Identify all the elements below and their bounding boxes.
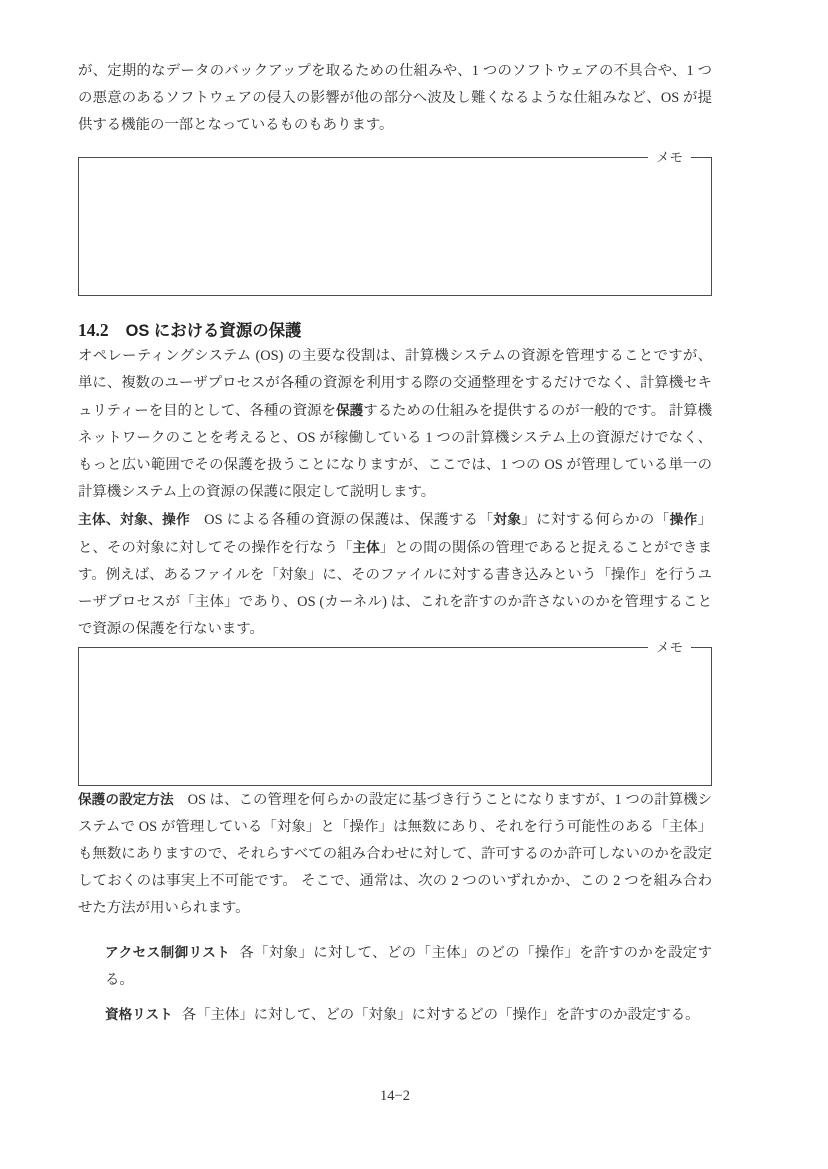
text-segment: 各「対象」に対して、どの「主体」のどの「操作」を許すのかを設定する。 [105,945,712,988]
page-number: 14−2 [380,1088,410,1104]
section-number: 14.2 [78,320,109,340]
text-segment: するための仕組みを提供するのが一般的です。 計算機ネットワークのことを考えると、OS が稼働している 1 つの計算機システム上の資源だけでなく、もっと広い範囲でその保護を扱うことになりますが、ここでは、1 つの OS が管理している単一の計算機システム上の資源の保護に限定して説明します。 [78,403,713,500]
section-title: OS における資源の保護 [125,322,302,340]
bold-term-operation: 操作 [669,512,698,527]
text-segment: 」と、その対象に対してその操作を行なう「 [78,512,713,556]
text-segment: オペレーティングシステム (OS) の主要な役割は、計算機システムの資源を管理することですが、単に、複数のユーザプロセスが各種の資源を利用する際の交通整理をするだけでなく、計算機セキュリティーを目的として、各種の資源を [78,348,712,419]
term-capability-list: 資格リスト [105,1007,173,1022]
bold-term-subject: 主体 [352,540,380,555]
list-item-access-control-list [105,939,712,994]
term-access-control-list: アクセス制御リスト [105,945,231,960]
memo-box-2 [78,640,712,786]
text-segment: 各「主体」に対して、どの「対象」に対するどの「操作」を許すのか設定する。 [181,1007,700,1023]
section-heading [78,318,712,343]
text-segment: 」に対する何らかの「 [521,512,670,528]
text-segment: 」との間の関係の管理であると捉えることができます。例えば、あるファイルを「対象」に、そのファイルに対する書き込みという「操作」を行うユーザプロセスが「主体」であり、OS (カーネル) は、これを許すのか許さないのかを管理することで資源の保護を行ないます。 [78,540,712,637]
paragraph-protection-setting [78,786,712,922]
bold-term-protection: 保護 [336,403,364,418]
definition-list [78,939,712,1029]
list-item-capability-list [105,1001,712,1029]
memo-label: メモ [648,638,691,657]
text-segment: OS による各種の資源の保護は、保護する「 [204,512,494,528]
text-segment: OS は、この管理を何らかの設定に基づき行うことになりますが、1 つの計算機システムで OS が管理している「対象」と「操作」は無数にあり、それを行う可能性のある「主体」も無数にありますので、それらすべての組み合わせに対して、許可するのか許可しないのかを設定しておくのは事実上不可能です。 そこで、通常は、次の 2 つのいずれかか、この 2 つを組み合わせた方法が用いられます。 [78,792,713,916]
paragraph-subject-object-operation [78,506,712,643]
text-segment: が、定期的なデータのバックアップを取るための仕組みや、1 つのソフトウェアの不具合や、1 つの悪意のあるソフトウェアの侵入の影響が他の部分へ波及し難くなるような仕組みなど、OS が提供する機能の一部となっているものもあります。 [78,63,712,133]
lead-subject-object-operation: 主体、対象、操作 [78,512,191,527]
memo-label: メモ [648,148,691,167]
bold-term-object: 対象 [493,512,522,527]
paragraph-backup-intro [78,58,712,139]
content-column [78,58,712,1029]
paragraph-os-overview [78,343,712,506]
memo-box-1 [78,150,712,296]
lead-protection-setting: 保護の設定方法 [78,792,174,807]
